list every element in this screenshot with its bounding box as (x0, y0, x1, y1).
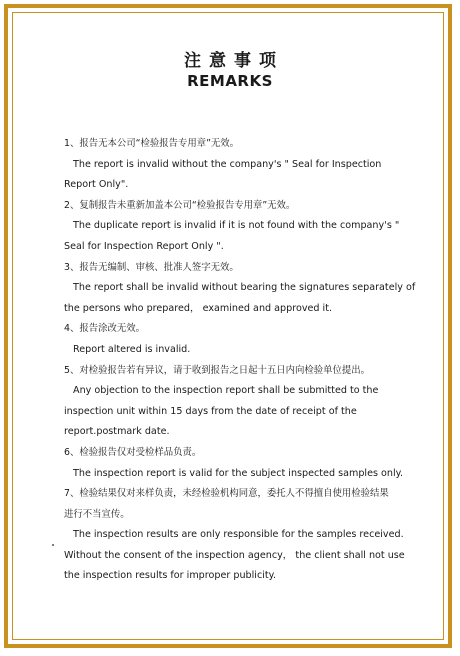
remarks-content (64, 134, 416, 587)
remark-7-en-line-1: The inspection results are only responsible for the samples received. (73, 529, 404, 541)
title-chinese: 注意事项 (184, 51, 284, 71)
remark-2-en-line-1: The duplicate report is invalid if it is not found with the company's " (73, 220, 400, 232)
remark-6-cn: 6、检验报告仅对受检样品负责。 (64, 446, 202, 458)
remark-4-en: Report altered is invalid. (73, 343, 191, 355)
remark-6-en: The inspection report is valid for the subject inspected samples only. (73, 467, 403, 479)
remark-2-en-line-2: Seal for Inspection Report Only ". (64, 240, 224, 252)
remark-1-en-line-2: Report Only". (64, 179, 129, 191)
remark-4-cn: 4、报告涂改无效。 (64, 323, 145, 335)
remark-3-en-line-1: The report shall be invalid without bearing the signatures separately of (73, 282, 416, 294)
remark-3-en-line-2: the persons who prepared， examined and approved it. (64, 302, 333, 314)
title-english: REMARKS (187, 72, 273, 90)
remark-7-cn-line-1: 7、检验结果仅对来样负责，未经检验机构同意，委托人不得擅自使用检验结果 (64, 488, 389, 500)
remark-5-cn: 5、对检验报告若有异议，请于收到报告之日起十五日内向检验单位提出。 (64, 364, 370, 376)
remark-3-cn: 3、报告无编制、审核、批准人签字无效。 (64, 261, 239, 273)
remark-2-cn: 2、复制报告未重新加盖本公司“检验报告专用章”无效。 (64, 199, 296, 211)
remark-5-en-line-3: report.postmark date. (64, 426, 170, 438)
remark-7-en-line-2: Without the consent of the inspection agency， the client shall not use (64, 549, 405, 561)
remark-5-en-line-1: Any objection to the inspection report shall be submitted to the (73, 385, 379, 397)
stray-mark (52, 544, 54, 546)
remark-5-en-line-2: inspection unit within 15 days from the date of receipt of the (64, 405, 357, 417)
remark-7-en-line-3: the inspection results for improper publicity. (64, 570, 277, 582)
remark-1-en-line-1: The report is invalid without the company's " Seal for Inspection (73, 158, 382, 170)
remark-7-cn-line-2: 进行不当宣传。 (64, 508, 130, 520)
remark-1-cn: 1、报告无本公司“检验报告专用章”无效。 (64, 138, 240, 149)
